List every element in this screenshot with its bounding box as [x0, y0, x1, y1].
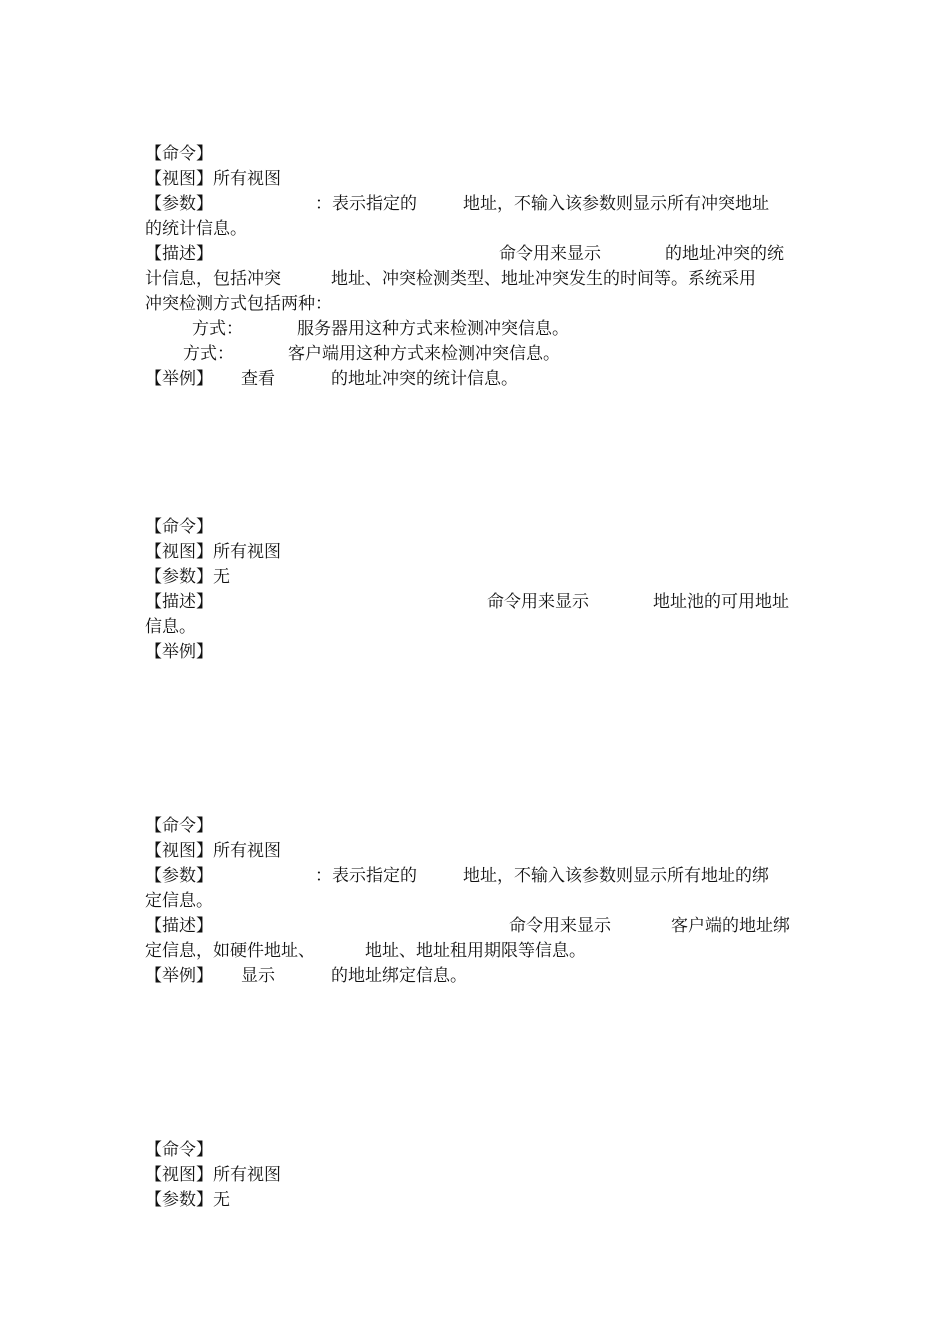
section3-desc: [145, 914, 810, 939]
example-label: 【举例】: [145, 642, 213, 662]
param-continuation: 的统计信息。: [145, 219, 247, 239]
section1-param: [145, 192, 810, 217]
section1-desc-line3: [145, 292, 810, 317]
section4-command: [145, 1138, 810, 1163]
example-label: 【举例】: [145, 369, 213, 389]
param-text-2: 地址，不输入该参数则显示所有地址的绑: [463, 866, 769, 886]
section3-view: [145, 839, 810, 864]
desc-text-1: 命令用来显示: [499, 244, 601, 264]
command-label: 【命令】: [145, 1140, 213, 1160]
example-text-2: 的地址绑定信息。: [331, 966, 467, 986]
desc-text-2: 的地址冲突的统: [665, 244, 784, 264]
param-label: 【参数】无: [145, 1190, 230, 1210]
param-label: 【参数】无: [145, 567, 230, 587]
section3-command: [145, 814, 810, 839]
section1-param-cont: [145, 217, 810, 242]
desc-label: 【描述】: [145, 916, 213, 936]
section2-view: [145, 540, 810, 565]
desc-line2-a: 计信息，包括冲突: [145, 269, 281, 289]
section3-desc-line2: [145, 939, 810, 964]
param-continuation: 定信息。: [145, 891, 213, 911]
desc-text-1: 命令用来显示: [509, 916, 611, 936]
section1-view: [145, 167, 810, 192]
section1-desc: [145, 242, 810, 267]
mode1-text: 服务器用这种方式来检测冲突信息。: [297, 319, 569, 339]
view-label: 【视图】所有视图: [145, 1165, 281, 1185]
section1-desc-line2: [145, 267, 810, 292]
desc-line2-a: 定信息，如硬件地址、: [145, 941, 315, 961]
mode2-text: 客户端用这种方式来检测冲突信息。: [288, 344, 560, 364]
section3-param-cont: [145, 889, 810, 914]
section4-param: [145, 1188, 810, 1213]
example-label: 【举例】: [145, 966, 213, 986]
param-label: 【参数】: [145, 194, 213, 214]
section2-desc-cont: [145, 615, 810, 640]
desc-line2-b: 地址、冲突检测类型、地址冲突发生的时间等。系统采用: [331, 269, 756, 289]
view-label: 【视图】所有视图: [145, 841, 281, 861]
desc-text-2: 客户端的地址绑: [671, 916, 790, 936]
example-text-1: 显示: [241, 966, 275, 986]
desc-continuation: 信息。: [145, 617, 196, 637]
desc-line3: 冲突检测方式包括两种：: [145, 294, 332, 314]
section1-command: [145, 142, 810, 167]
section1-mode-1: [145, 317, 810, 342]
section2-param: [145, 565, 810, 590]
desc-text-1: 命令用来显示: [487, 592, 589, 612]
param-text-1: ：表示指定的: [315, 194, 417, 214]
param-label: 【参数】: [145, 866, 213, 886]
param-text-2: 地址，不输入该参数则显示所有冲突地址: [463, 194, 769, 214]
section2-example: [145, 640, 810, 665]
desc-label: 【描述】: [145, 244, 213, 264]
section2-command: [145, 515, 810, 540]
example-text-1: 查看: [241, 369, 275, 389]
command-label: 【命令】: [145, 144, 213, 164]
mode1-label: 方式：: [192, 319, 243, 339]
example-text-2: 的地址冲突的统计信息。: [331, 369, 518, 389]
view-label: 【视图】所有视图: [145, 169, 281, 189]
section2-desc: [145, 590, 810, 615]
section1-example: [145, 367, 810, 392]
command-label: 【命令】: [145, 517, 213, 537]
section3-example: [145, 964, 810, 989]
param-text-1: ：表示指定的: [315, 866, 417, 886]
section3-param: [145, 864, 810, 889]
view-label: 【视图】所有视图: [145, 542, 281, 562]
desc-text-2: 地址池的可用地址: [653, 592, 789, 612]
section4-view: [145, 1163, 810, 1188]
mode2-label: 方式：: [183, 344, 234, 364]
desc-label: 【描述】: [145, 592, 213, 612]
section1-mode-2: [145, 342, 810, 367]
desc-line2-b: 地址、地址租用期限等信息。: [365, 941, 586, 961]
command-label: 【命令】: [145, 816, 213, 836]
